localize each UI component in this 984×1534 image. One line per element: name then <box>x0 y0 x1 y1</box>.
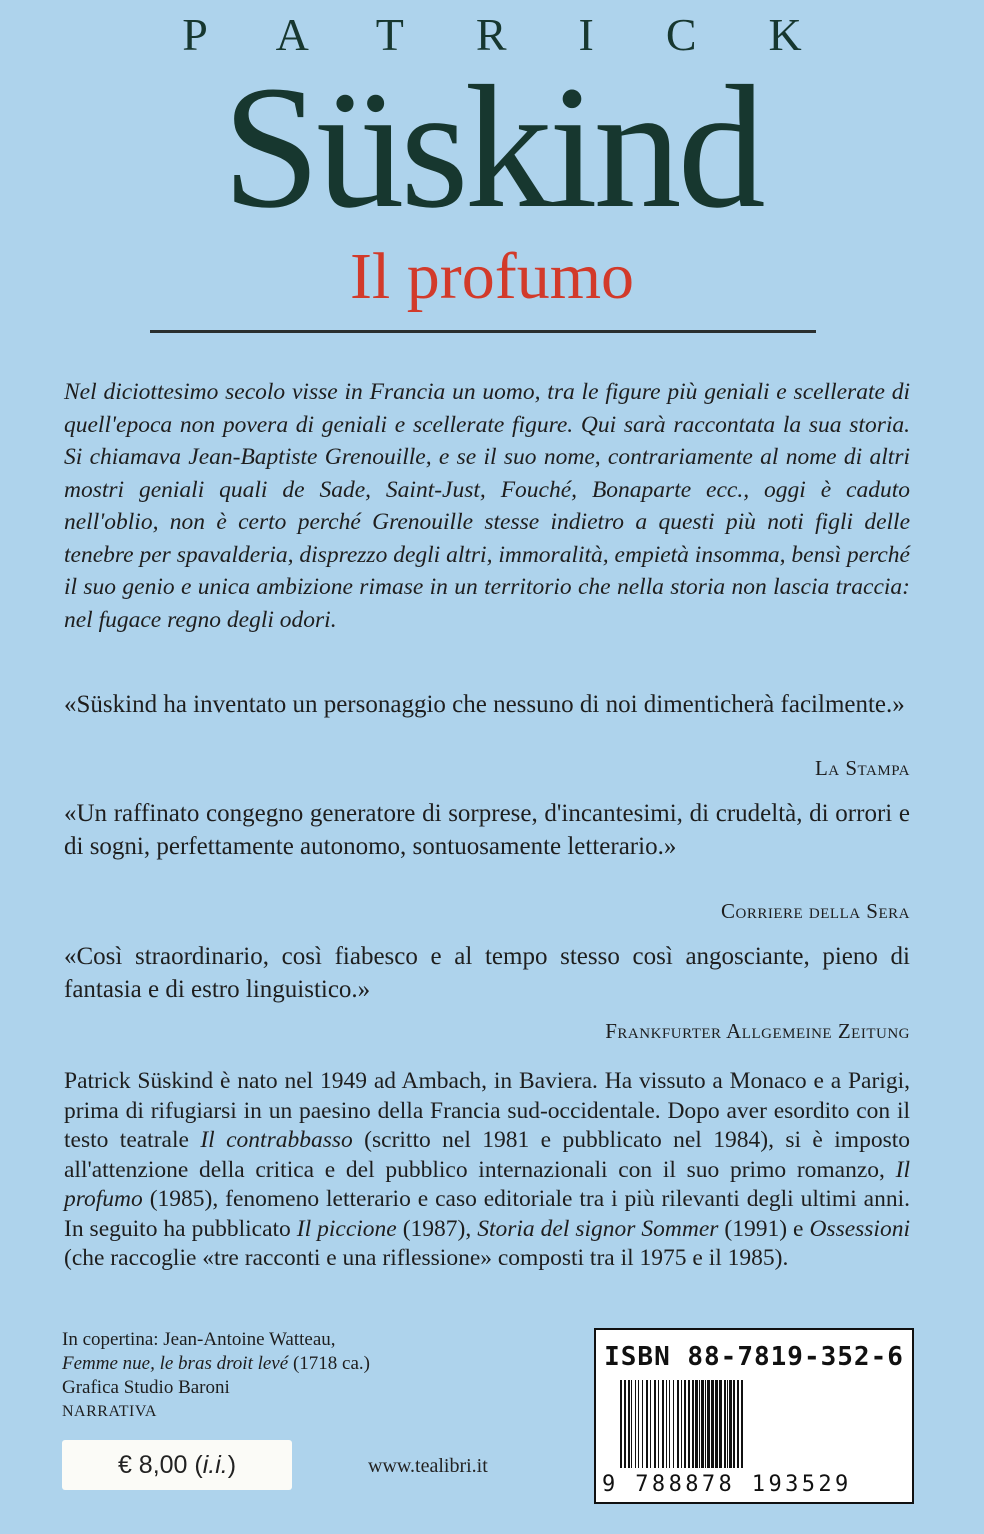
barcode-bar <box>688 1380 690 1468</box>
price-amount: € 8,00 ( <box>117 1451 203 1479</box>
review-source-2: Corriere della Sera <box>720 899 910 923</box>
price-sticker <box>62 1440 292 1490</box>
bio-work-title: Storia del signor Sommer <box>477 1215 719 1242</box>
barcode-bar <box>701 1380 704 1468</box>
barcode-bar <box>638 1380 639 1468</box>
barcode-bar <box>715 1380 718 1468</box>
isbn-barcode-label <box>594 1328 914 1504</box>
bio-work-title: Ossessioni <box>809 1215 910 1242</box>
barcode-bar <box>666 1380 667 1468</box>
barcode-bar <box>681 1380 682 1468</box>
isbn-number: ISBN 88-7819-352-6 <box>604 1342 904 1372</box>
barcode-bar <box>677 1380 679 1468</box>
review-quote-2: «Un raffinato congegno generatore di sorprese, d'incantesimi, di crudeltà, di orrori e di sogni, perfettamente autonomo, sontuosamente letterario.» <box>64 800 910 860</box>
barcode-bar <box>620 1380 622 1468</box>
barcode-bar <box>642 1380 643 1468</box>
bio-text: Patrick Süskind è nato nel 1949 ad Ambach, in Baviera. Ha vissuto a Monaco e a Parigi, prima di rifugiarsi in un paesino della Francia sud-occidentale. Dopo aver esordito con il testo teatrale <box>64 1068 910 1153</box>
barcode-bar <box>695 1380 698 1468</box>
barcode-icon <box>606 1380 904 1472</box>
review-quote-3: «Così straordinario, così fiabesco e al tempo stesso così angosciante, pieno di fantasia e di estro linguistico.» <box>64 943 910 1003</box>
bio-text: (1985), fenomeno letterario e caso editoriale tra i più rilevanti degli ultimi anni. In seguito ha pubblicato <box>64 1186 910 1242</box>
bio-work-title: Il contrabbasso <box>200 1127 353 1153</box>
review-source-1: La Stampa <box>814 756 910 780</box>
bio-work-title: Il profumo <box>64 1156 910 1212</box>
barcode-bar <box>646 1380 648 1468</box>
artwork-title: Femme nue, le bras droit levé <box>62 1353 289 1374</box>
publisher-website[interactable]: www.tealibri.it <box>368 1455 488 1477</box>
bio-text: (1987), <box>396 1215 478 1242</box>
book-title: Il profumo <box>349 240 635 313</box>
barcode-bar <box>669 1380 670 1468</box>
cover-artwork-line <box>62 1352 370 1376</box>
review-source-3: Frankfurter Allgemeine Zeitung <box>605 1019 910 1043</box>
design-credit: Grafica Studio Baroni <box>62 1377 230 1398</box>
genre-label: NARRATIVA <box>62 1403 157 1420</box>
price-close: ) <box>227 1451 237 1479</box>
barcode-bar <box>727 1380 728 1468</box>
barcode-bar <box>692 1380 694 1468</box>
title-divider <box>150 330 816 333</box>
barcode-bar <box>628 1380 630 1468</box>
author-bio <box>64 1067 910 1274</box>
price-tax-note: i.i. <box>202 1451 228 1479</box>
ean-digits: 9 788878 193529 <box>602 1472 852 1497</box>
barcode-bar <box>724 1380 726 1468</box>
bio-text: (che raccoglie «tre racconti e una riflessione» composti tra il 1975 e il 1985). <box>64 1245 789 1271</box>
barcode-bar <box>719 1380 722 1468</box>
bio-work-title: Il piccione <box>296 1215 397 1242</box>
author-first-name: PATRICK <box>182 9 874 60</box>
bio-text: (1991) e <box>718 1215 810 1242</box>
review-quote-1: «Süskind ha inventato un personaggio che nessuno di noi dimenticherà facilmente.» <box>64 691 905 718</box>
bio-text: (scritto nel 1981 e pubblicato nel 1984), si è imposto all'attenzione della critica e del pubblico internazionali con il suo primo romanzo, <box>64 1127 911 1183</box>
barcode-bar <box>654 1380 656 1468</box>
synopsis: Nel diciottesimo secolo visse in Francia un uomo, tra le figure più geniali e scellerate di quell'epoca non povera di geniali e scellerate figure. Qui sarà raccontata la sua storia. Si chiamava Jean-Baptiste Grenouille, e se il suo nome, contrariamente al nome di altri mostri geniali quali de Sade, Saint-Just, Fouché, Bonaparte ecc., oggi è caduto nell'oblio, non è certo perché Grenouille stesse indietro a questi più noti figli delle tenebre per spavalderia, disprezzo degli altri, immoralità, empietà insomma, bensì perché il suo genio e unica ambizione rimase in un territorio che nella storia non lascia traccia: nel fugace regno degli odori. <box>64 379 910 633</box>
barcode-bar <box>662 1380 664 1468</box>
barcode-bar <box>684 1380 686 1468</box>
barcode-bar <box>711 1380 714 1468</box>
cover-art-credit: In copertina: Jean-Antoine Watteau, <box>62 1329 336 1350</box>
barcode-bar <box>729 1380 732 1468</box>
barcode-bar <box>658 1380 659 1468</box>
barcode-bar <box>631 1380 632 1468</box>
barcode-bar <box>650 1380 651 1468</box>
barcode-bar <box>733 1380 735 1468</box>
barcode-bar <box>673 1380 674 1468</box>
barcode-bar <box>707 1380 710 1468</box>
artwork-year: (1718 ca.) <box>288 1353 370 1374</box>
barcode-bar <box>737 1380 739 1468</box>
barcode-bar <box>705 1380 706 1468</box>
barcode-bar <box>741 1380 743 1468</box>
cover-credits <box>62 1328 370 1424</box>
barcode-bar <box>624 1380 626 1468</box>
author-last-name: Süskind <box>222 50 762 245</box>
barcode-bar <box>699 1380 700 1468</box>
barcode-bar <box>635 1380 636 1468</box>
